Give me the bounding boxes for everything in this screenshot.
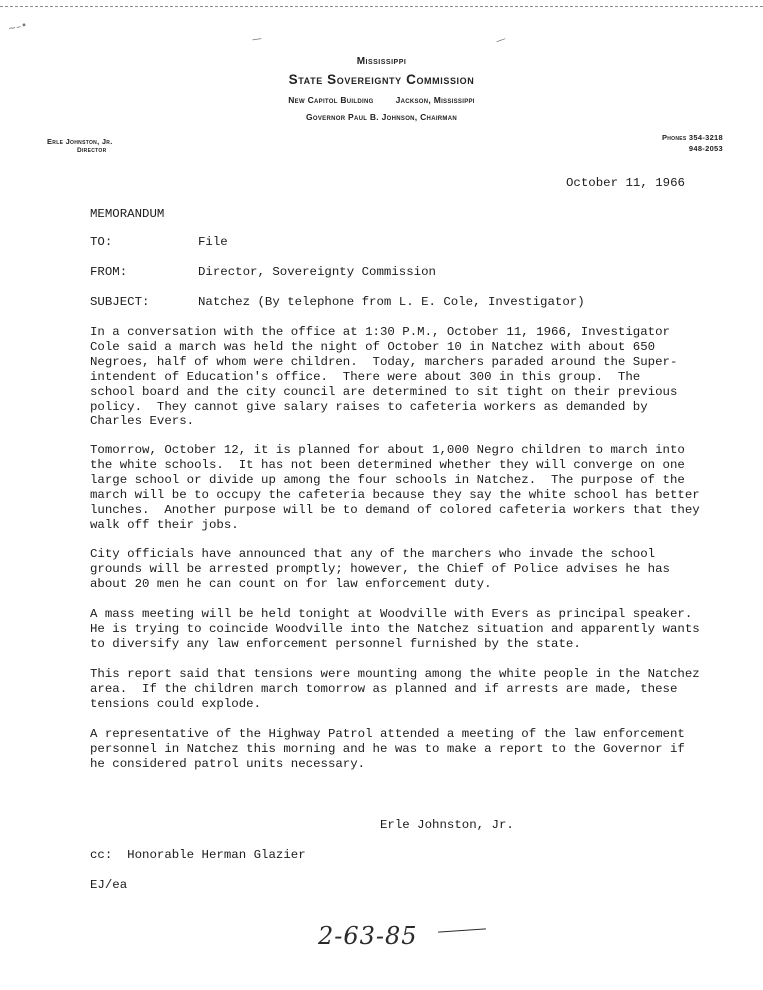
letterhead-governor: Governor Paul B. Johnson, Chairman (306, 112, 457, 122)
paragraph-line: march will be to occupy the cafeteria because they say the white school has better (90, 487, 700, 502)
paragraph-line: Negroes, half of whom were children. Today, marchers paraded around the Super- (90, 354, 678, 369)
scan-artifact-mark: — (494, 33, 508, 48)
handwritten-underline (438, 928, 486, 932)
letterhead-city: Jackson, Mississippi (395, 95, 475, 105)
phone-primary: Phones 354-3218 (661, 133, 723, 142)
memo-paragraph-3 (90, 547, 730, 592)
memo-paragraph-5 (90, 667, 730, 712)
memo-date: October 11, 1966 (566, 176, 685, 190)
to-label: TO: (90, 235, 113, 249)
signature-line: Erle Johnston, Jr. (380, 818, 514, 832)
from-value: Director, Sovereignty Commission (198, 265, 436, 279)
memo-heading: MEMORANDUM (90, 207, 165, 221)
paragraph-line: about 20 men he can count on for law enforcement duty. (90, 576, 492, 591)
paragraph-line: policy. They cannot give salary raises to cafeteria workers as demanded by (90, 399, 648, 414)
typist-initials: EJ/ea (90, 878, 128, 892)
paragraph-line: In a conversation with the office at 1:30 P.M., October 11, 1966, Investigator (90, 325, 670, 339)
paragraph-line: tensions could explode. (90, 696, 262, 711)
from-label: FROM: (90, 265, 128, 279)
paragraph-line: City officials have announced that any of the marchers who invade the school (90, 547, 656, 561)
paragraph-line: walk off their jobs. (90, 517, 239, 532)
subject-value: Natchez (By telephone from L. E. Cole, Investigator) (198, 295, 585, 309)
paragraph-line: school board and the city council are determined to sit tight on their previous (90, 384, 678, 399)
memo-paragraph-2 (90, 443, 730, 532)
scan-top-edge (0, 6, 763, 7)
memo-paragraph-1 (90, 325, 730, 429)
handwritten-file-number: 2-63-85 (318, 922, 418, 950)
memo-paragraph-4 (90, 607, 730, 652)
cc-line: cc: Honorable Herman Glazier (90, 848, 306, 862)
phone-secondary: 948-2053 (688, 144, 723, 153)
paragraph-line: Tomorrow, October 12, it is planned for about 1,000 Negro children to march into (90, 443, 685, 457)
paragraph-line: he considered patrol units necessary. (90, 756, 366, 771)
paragraph-line: This report said that tensions were mounting among the white people in the Natchez (90, 667, 700, 681)
paragraph-line: Cole said a march was held the night of October 10 in Natchez with about 650 (90, 339, 656, 354)
letterhead-agency: State Sovereignty Commission (288, 72, 475, 87)
scan-artifact-mark: ~–• (7, 20, 29, 35)
paragraph-line: personnel in Natchez this morning and he was to make a report to the Governor if (90, 741, 685, 756)
to-value: File (198, 235, 228, 249)
scan-artifact-mark: — (251, 33, 263, 46)
paragraph-line: A representative of the Highway Patrol attended a meeting of the law enforcement (90, 727, 685, 741)
paragraph-line: A mass meeting will be held tonight at Woodville with Evers as principal speaker. (90, 607, 693, 621)
paragraph-line: large school or divide up among the four schools in Natchez. The purpose of the (90, 472, 685, 487)
paragraph-line: the white schools. It has not been determined whether they will converge on one (90, 457, 685, 472)
paragraph-line: lunches. Another purpose will be to demand of colored cafeteria workers that they (90, 502, 700, 517)
paragraph-line: grounds will be arrested promptly; however, the Chief of Police advises he has (90, 561, 670, 576)
subject-label: SUBJECT: (90, 295, 150, 309)
paragraph-line: area. If the children march tomorrow as planned and if arrests are made, these (90, 681, 678, 696)
paragraph-line: intendent of Education's office. There were about 300 in this group. The (90, 369, 641, 384)
letterhead-address (0, 95, 763, 105)
paragraph-line: to diversify any law enforcement personnel furnished by the state. (90, 636, 581, 651)
paragraph-line: He is trying to coincide Woodville into the Natchez situation and apparently wants (90, 621, 700, 636)
paragraph-line: Charles Evers. (90, 414, 195, 429)
director-name: Erle Johnston, Jr. (47, 137, 113, 146)
letterhead-state: Mississippi (356, 56, 407, 67)
memo-paragraph-6 (90, 727, 730, 772)
letterhead-building: New Capitol Building (288, 95, 374, 105)
director-title: Director (77, 147, 107, 154)
